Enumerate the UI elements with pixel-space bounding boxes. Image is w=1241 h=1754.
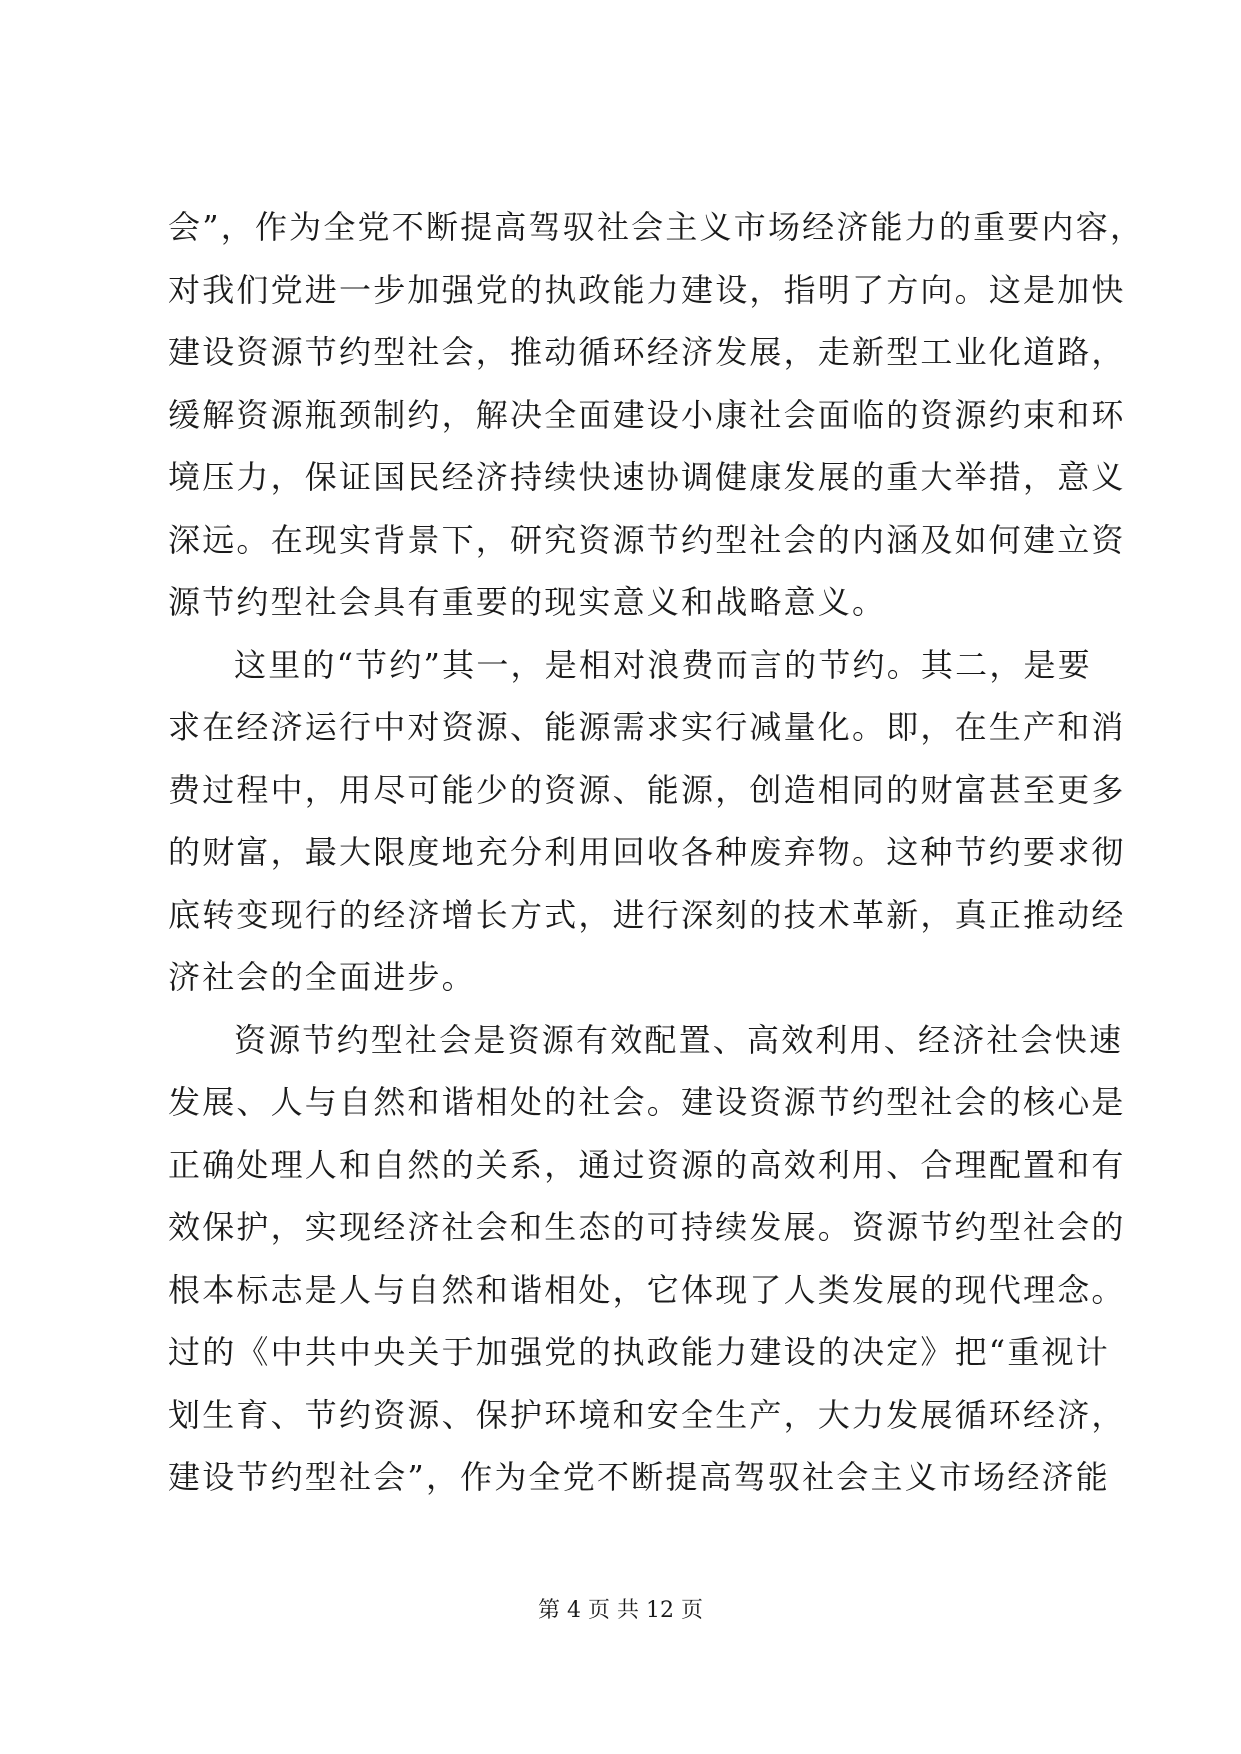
text-line: 正确处理人和自然的关系，通过资源的高效利用、合理配置和有 xyxy=(168,1145,1126,1184)
text-line: 境压力，保证国民经济持续快速协调健康发展的重大举措，意义 xyxy=(168,458,1126,496)
text-line: 对我们党进一步加强党的执政能力建设，指明了方向。这是加快 xyxy=(168,270,1126,309)
text-line: 费过程中，用尽可能少的资源、能源，创造相同的财富甚至更多 xyxy=(168,770,1126,809)
text-line: 效保护，实现经济社会和生态的可持续发展。资源节约型社会的 xyxy=(168,1208,1126,1246)
text-line: 求在经济运行中对资源、能源需求实行减量化。即，在生产和消 xyxy=(168,708,1126,746)
text-line: 根本标志是人与自然和谐相处，它体现了人类发展的现代理念。 xyxy=(168,1270,1126,1309)
text-line: 建设节约型社会”，作为全党不断提高驾驭社会主义市场经济能 xyxy=(168,1458,1110,1496)
paragraph-first-line: 资源节约型社会是资源有效配置、高效利用、经济社会快速 xyxy=(234,1020,1124,1059)
text-line: 划生育、节约资源、保护环境和安全生产，大力发展循环经济， xyxy=(168,1395,1126,1434)
text-line: 源节约型社会具有重要的现实意义和战略意义。 xyxy=(168,583,887,621)
text-line: 过的《中共中央关于加强党的执政能力建设的决定》把“重视计 xyxy=(168,1333,1110,1371)
body-text xyxy=(168,196,1145,1509)
text-line: 缓解资源瓶颈制约，解决全面建设小康社会面临的资源约束和环 xyxy=(168,395,1126,434)
text-line: 会”，作为全党不断提高驾驭社会主义市场经济能力的重要内容， xyxy=(168,208,1145,246)
text-line: 深远。在现实背景下，研究资源节约型社会的内涵及如何建立资 xyxy=(168,520,1126,559)
text-line: 建设资源节约型社会，推动循环经济发展，走新型工业化道路， xyxy=(168,333,1126,371)
text-line: 底转变现行的经济增长方式，进行深刻的技术革新，真正推动经 xyxy=(168,895,1126,934)
page-number: 第 4 页 共 12 页 xyxy=(538,1598,703,1623)
paragraph-first-line: 这里的“节约”其一，是相对浪费而言的节约。其二，是要 xyxy=(234,645,1092,684)
text-line: 济社会的全面进步。 xyxy=(168,958,476,996)
text-line: 发展、人与自然和谐相处的社会。建设资源节约型社会的核心是 xyxy=(168,1083,1126,1121)
text-line: 的财富，最大限度地充分利用回收各种废弃物。这种节约要求彻 xyxy=(168,833,1126,871)
